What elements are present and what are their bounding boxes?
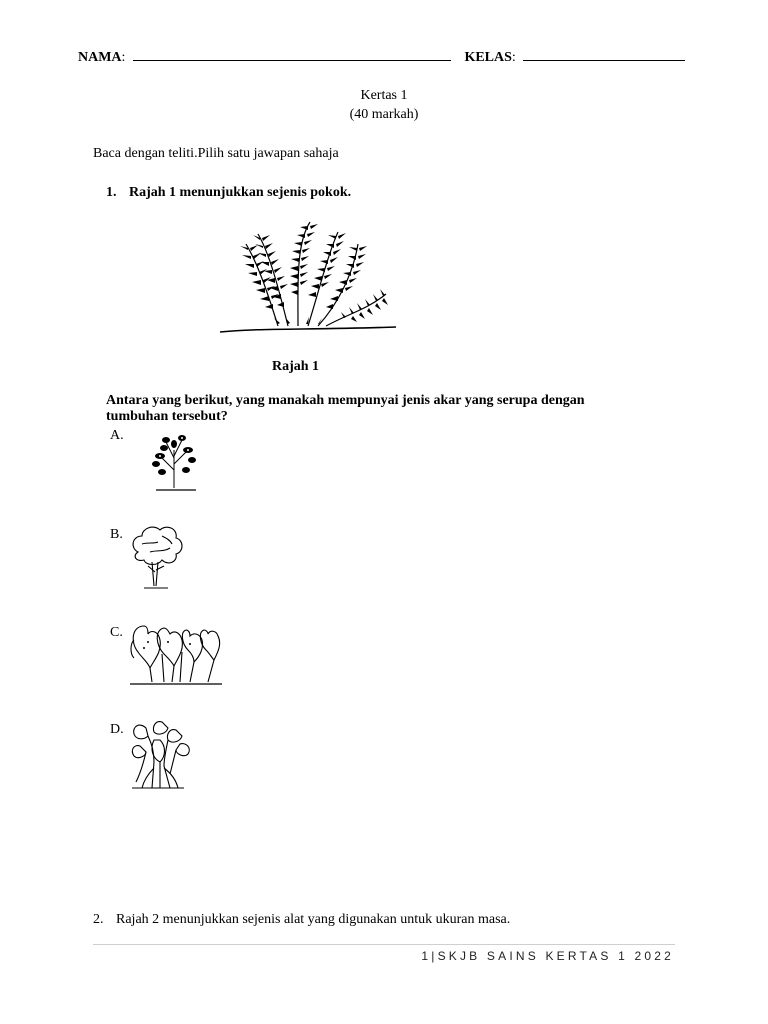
mangrove-plant-icon — [126, 718, 194, 790]
option-b-label[interactable]: B. — [110, 527, 123, 542]
footer-separator: | — [431, 949, 438, 963]
page-number: 1 — [421, 949, 432, 963]
instruction-text: Baca dengan teliti.Pilih satu jawapan sahaja — [93, 146, 339, 161]
q1-prompt-line2: tumbuhan tersebut? — [106, 409, 228, 424]
footer-text: SKJB SAINS KERTAS 1 2022 — [437, 949, 674, 963]
fern-figure — [218, 214, 398, 336]
small-tree-icon — [146, 430, 202, 492]
kelas-label: KELAS — [464, 50, 512, 65]
q1-prompt-line1: Antara yang berikut, yang manakah mempunyai jenis akar yang serupa dengan — [106, 393, 585, 408]
figure-1-caption: Rajah 1 — [272, 359, 320, 374]
q2-text: Rajah 2 menunjukkan sejenis alat yang digunakan untuk ukuran masa. — [116, 912, 511, 927]
option-c-label[interactable]: C. — [110, 625, 123, 640]
paper-title: Kertas 1 — [360, 88, 408, 103]
q1-number: 1. — [106, 185, 117, 200]
paper-marks: (40 markah) — [349, 107, 419, 122]
student-header: NAMA: KELAS: — [78, 50, 685, 66]
yam-plant-icon — [128, 622, 224, 688]
nama-field[interactable] — [133, 59, 451, 61]
option-a-label[interactable]: A. — [110, 428, 124, 443]
q1-text: Rajah 1 menunjukkan sejenis pokok. — [129, 185, 352, 200]
footer-rule — [93, 944, 675, 945]
bushy-tree-icon — [128, 522, 186, 592]
nama-label: NAMA — [78, 50, 122, 65]
kelas-field[interactable] — [523, 59, 685, 61]
option-d-label[interactable]: D. — [110, 722, 124, 737]
page-footer — [421, 949, 674, 963]
q2-number: 2. — [93, 912, 104, 927]
